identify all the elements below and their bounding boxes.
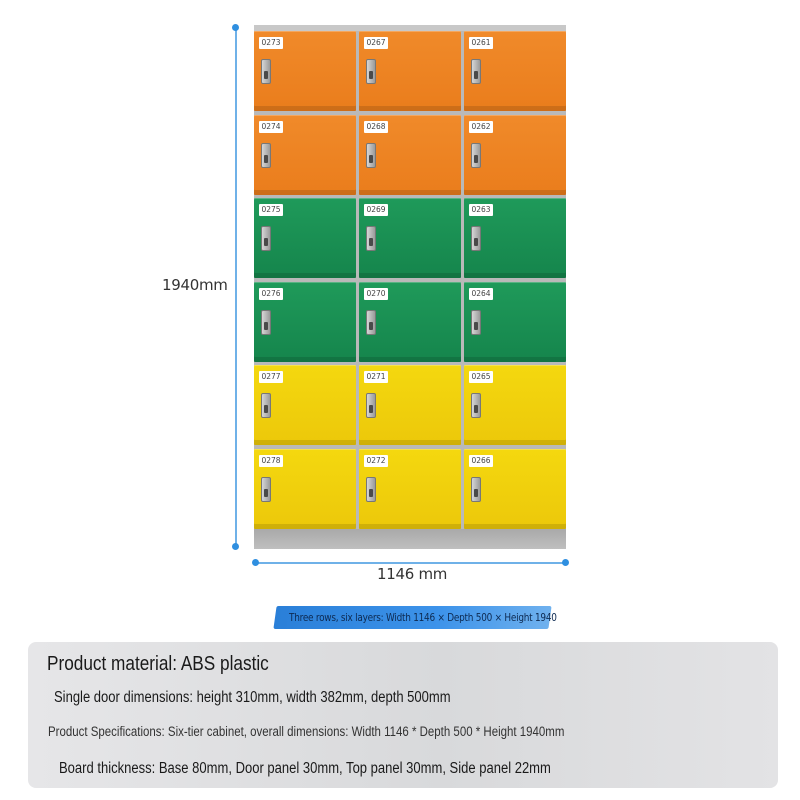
locker-number-tag: 0271: [364, 371, 388, 383]
locker-number-tag: 0266: [469, 455, 493, 467]
locker-door: [254, 365, 356, 445]
height-dimension-line: [235, 27, 237, 547]
board-thickness-text: Board thickness: Base 80mm, Door panel 30mm, Top panel 30mm, Side panel 22mm: [59, 760, 551, 777]
product-specifications-text: Product Specifications: Six-tier cabinet, overall dimensions: Width 1146 * Depth 500 * Height 1940mm: [48, 724, 565, 739]
locker-door: [254, 31, 356, 111]
lock-icon: [261, 477, 271, 502]
locker-door: [464, 365, 566, 445]
locker-door: [254, 282, 356, 362]
caption-text: Three rows, six layers: Width 1146 × Depth 500 × Height 1940: [289, 612, 557, 624]
locker-door: [254, 449, 356, 529]
dimension-endpoint-bottom: [232, 543, 239, 550]
locker-number-tag: 0270: [364, 288, 388, 300]
locker-cabinet: [254, 25, 566, 549]
lock-icon: [261, 393, 271, 418]
width-label: 1146 mm: [377, 565, 448, 583]
locker-door: [359, 282, 461, 362]
locker-door: [464, 282, 566, 362]
lock-icon: [366, 59, 376, 84]
locker-door: [359, 198, 461, 278]
cabinet-base: [254, 529, 566, 549]
locker-door: [464, 449, 566, 529]
locker-door: [464, 31, 566, 111]
lock-icon: [471, 59, 481, 84]
lock-icon: [366, 310, 376, 335]
dimension-endpoint-right: [562, 559, 569, 566]
locker-number-tag: 0272: [364, 455, 388, 467]
locker-number-tag: 0268: [364, 121, 388, 133]
locker-number-tag: 0278: [259, 455, 283, 467]
locker-number-tag: 0263: [469, 204, 493, 216]
locker-number-tag: 0265: [469, 371, 493, 383]
locker-door: [464, 115, 566, 195]
lock-icon: [471, 477, 481, 502]
lock-icon: [261, 310, 271, 335]
single-door-dimensions-text: Single door dimensions: height 310mm, width 382mm, depth 500mm: [54, 689, 451, 706]
locker-door: [464, 198, 566, 278]
locker-number-tag: 0264: [469, 288, 493, 300]
locker-door: [359, 365, 461, 445]
lock-icon: [366, 477, 376, 502]
locker-number-tag: 0275: [259, 204, 283, 216]
lock-icon: [366, 393, 376, 418]
locker-number-tag: 0267: [364, 37, 388, 49]
dimension-endpoint-left: [252, 559, 259, 566]
locker-door: [359, 449, 461, 529]
height-label: 1940mm: [162, 276, 228, 294]
locker-door: [359, 31, 461, 111]
locker-number-tag: 0273: [259, 37, 283, 49]
width-dimension-line: [255, 562, 566, 564]
locker-number-tag: 0276: [259, 288, 283, 300]
lock-icon: [366, 143, 376, 168]
material-text: Product material: ABS plastic: [47, 653, 269, 675]
locker-number-tag: 0277: [259, 371, 283, 383]
lock-icon: [261, 59, 271, 84]
lock-icon: [471, 226, 481, 251]
locker-number-tag: 0269: [364, 204, 388, 216]
locker-door-grid: [254, 31, 566, 529]
lock-icon: [471, 310, 481, 335]
dimension-endpoint-top: [232, 24, 239, 31]
lock-icon: [366, 226, 376, 251]
lock-icon: [471, 143, 481, 168]
locker-number-tag: 0262: [469, 121, 493, 133]
locker-number-tag: 0261: [469, 37, 493, 49]
lock-icon: [261, 143, 271, 168]
locker-door: [254, 115, 356, 195]
lock-icon: [261, 226, 271, 251]
locker-door: [359, 115, 461, 195]
locker-door: [254, 198, 356, 278]
lock-icon: [471, 393, 481, 418]
locker-number-tag: 0274: [259, 121, 283, 133]
